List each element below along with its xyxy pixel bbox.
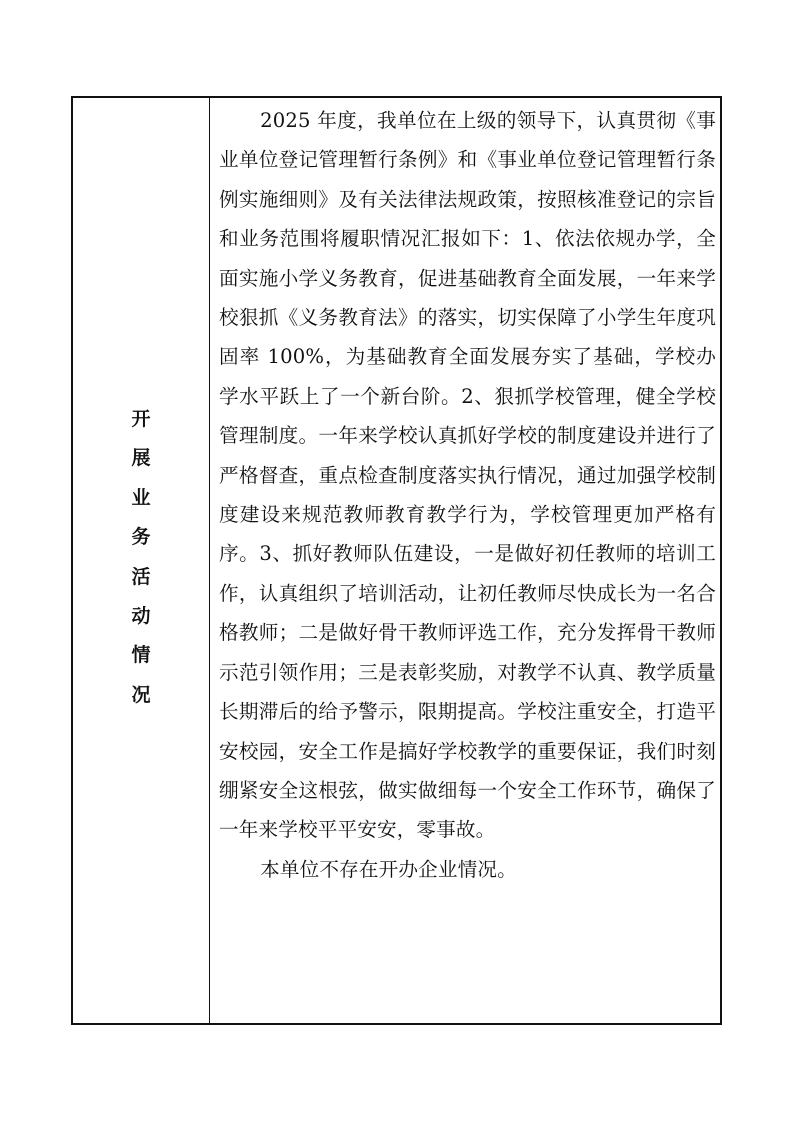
section-content-cell [210,98,720,1023]
section-label-char: 业 [131,486,151,509]
section-label-char: 开 [131,408,151,430]
section-label-char: 展 [131,447,151,470]
section-label-cell [73,98,210,1023]
section-label-char: 活 [131,565,151,588]
section-label-char: 务 [131,526,151,549]
section-label-char: 动 [131,604,151,627]
section-label-char: 况 [131,683,151,706]
section-label-char: 情 [131,644,151,667]
activity-form-table [71,96,722,1025]
enterprise-statement: 本单位不存在开办企业情况。 [260,857,517,881]
section-label [73,400,209,715]
report-paragraph: 2025 年度，我单位在上级的领导下，认真贯彻《事业单位登记管理暂行条例》和《事业单位登记管理暂行条例实施细则》及有关法律法规政策，按照核准登记的宗旨和业务范围将履职情况汇报如下：1、依法依规办学，全面实施小学义务教育，促进基础教育全面发展，一年来学校狠抓《义务教育法》的落实，切实保障了小学生年度巩固率 100%，为基础教育全面发展夯实了基础，学校办学水平跃上了一个新台阶。2、狠抓学校管理，健全学校管理制度。一年来学校认真抓好学校的制度建设并进行了严格督查，重点检查制度落实执行情况，通过加强学校制度建设来规范教师教育教学行为，学校管理更加严格有序。3、抓好教师队伍建设，一是做好初任教师的培训工作，认真组织了培训活动，让初任教师尽快成长为一名合格教师；二是做好骨干教师评选工作，充分发挥骨干教师示范引领作用；三是表彰奖励，对教学不认真、教学质量长期滞后的给予警示，限期提高。学校注重安全，打造平安校园，安全工作是搞好学校教学的重要保证，我们时刻绷紧安全这根弦，做实做细每一个安全工作环节，确保了一年来学校平平安安，零事故。 [219,109,716,842]
